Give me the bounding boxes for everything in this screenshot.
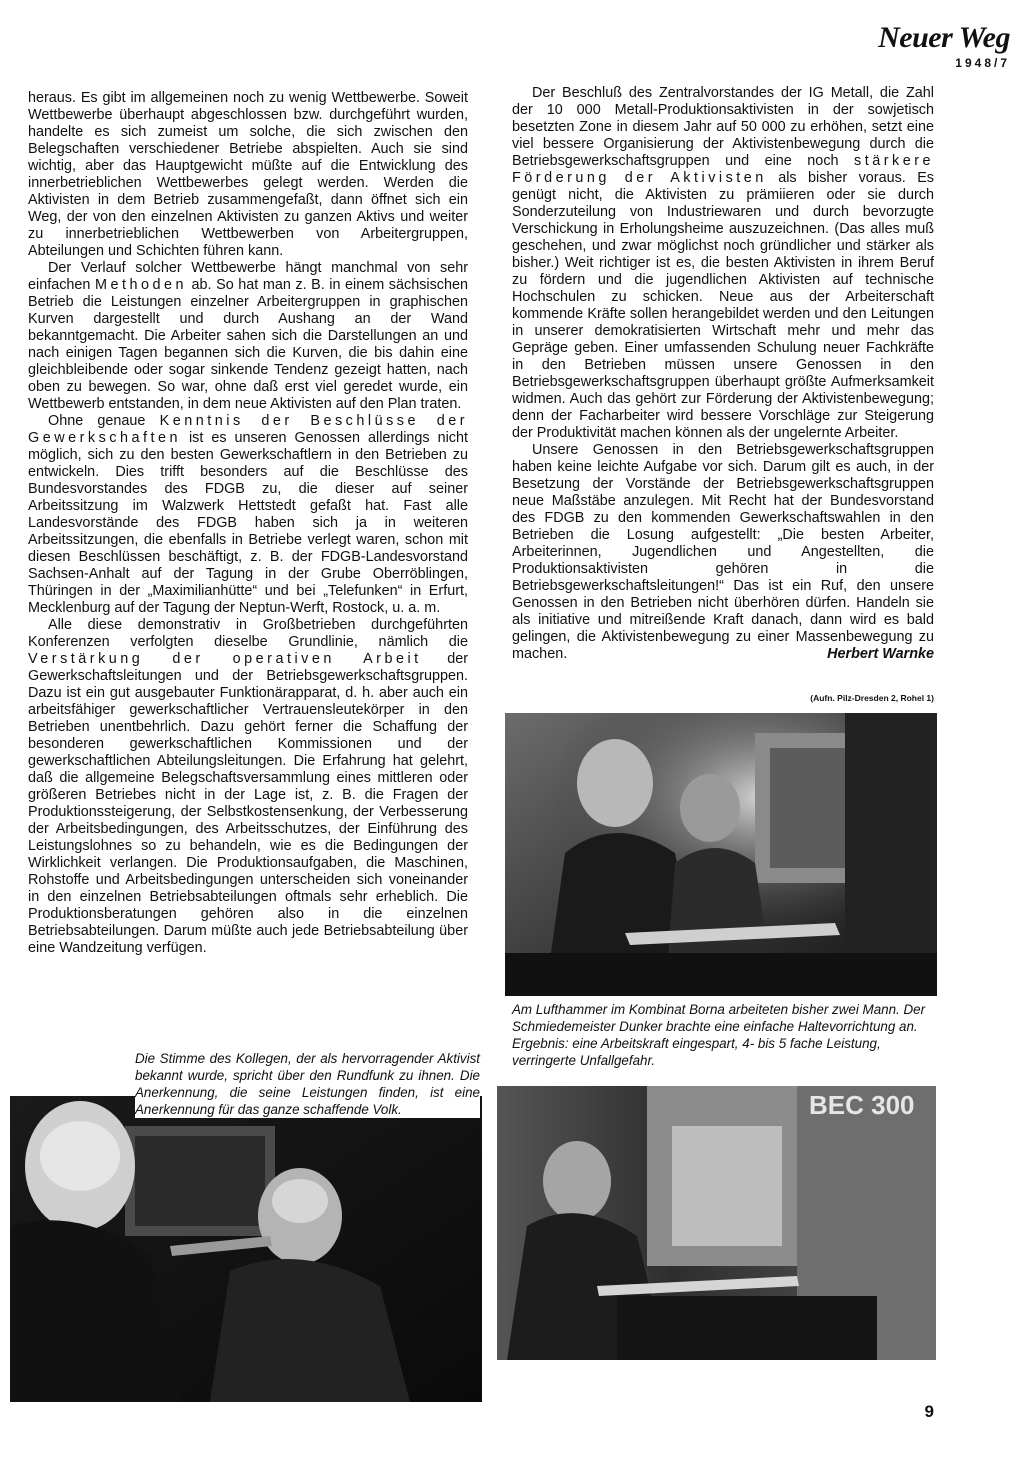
forging-photo-image (505, 713, 937, 996)
machine-marking: BEC 300 (809, 1090, 915, 1120)
radio-photo-caption: Die Stimme des Kollegen, der als hervorragender Aktivist bekannt wurde, spricht über den Rundfunk zu ihnen. Die Anerkennung, die seine Leistungen finden, ist eine Anerkennung für das ganze schaffende Volk. (135, 1051, 480, 1117)
article-paragraph: Unsere Genossen in den Betriebsgewerkschaftsgruppen haben keine leichte Aufgabe vor sich. Darum gilt es auch, in der Besetzung der Vorstände der Betriebsgewerkschaftsgruppen neue Maßstäbe anzulegen. Mit Recht hat der Bundesvorstand des FDGB zu den kommenden Gewerkschaftswahlen in den Betrieben die Losung aufgestellt: „Die besten Arbeiter, Arbeiterinnen, Jugendlichen und Angestellten, die Produktionsaktivisten gehören in die Betriebsgewerkschaftsleitungen!“ Das ist ein Ruf, den unsere Genossen in den Betrieben nicht überhören dürfen. Handeln sie als initiative und mitreißende Kraft danach, dann wird es bald gelingen, die Aktivistenbewegung zu einer Massenbewegung zu machen. (512, 442, 934, 662)
article-paragraph (28, 617, 468, 957)
right-article-column (512, 85, 934, 663)
paragraph-text: Der Verlauf solcher Wettbewerbe hängt manchmal von sehr einfachen (28, 260, 468, 293)
paragraph-text: ab. So hat man z. B. in einem sächsischen Betrieb die Leistungen einzelner Arbeitergruppen in graphischen Kurven dargestellt und durch Aushang an der Wand bekanntgemacht. Die Arbeiter sahen sich die Darstellungen an und nach einigen Tagen begannen sich die Kurven, die bis dahin eine gleichbleibende oder sogar sinkende Tendenz gezeigt hatten, nach oben zu bewegen. So war, ohne daß erst viel geredet wurde, ein Wettbewerb entstanden, in dem neue Aktivisten auf den Plan traten. (28, 277, 468, 412)
article-paragraph (28, 413, 468, 617)
paragraph-text: als bisher voraus. Es genügt nicht, die Aktivisten zu prämiieren oder sie durch Sonderzuteilung von Industriewaren und durch bevorzugte Verschickung in Erholungsheime auszuzeichnen. (Das alles muß geschehen, und zwar möglichst noch gründlicher und stärker als bisher.) Weit richtiger ist es, die besten Aktivisten in ihrem Beruf zu fördern und die jugendlichen Aktivisten auf technische Hochschulen zu schicken. Neue aus der Arbeiterschaft kommende Kräfte sollen herangebildet werden und den Leitungen in unserer demokratisierten Wirtschaft mehr und mehr das Gepräge geben. Einer umfassenden Schulung neuer Fachkräfte in den Betrieben müssen unsere Genossen in den Betriebsgewerkschaftsgruppen überhaupt größte Aufmerksamkeit widmen. Auch das gehört zur Förderung der Aktivistenbewegung; denn der Facharbeiter wird bessere Vorschläge zur Steigerung der Produktivität machen können als der ungelernte Arbeiter. (512, 170, 934, 441)
paragraph-text: der Gewerkschaftsleitungen und der Betriebsgewerkschaftsgruppen. Dazu ist ein gut ausgebauter Funktionärapparat, d. h. aber auch ein arbeitsfähiger gewerkschaftlicher Vertrauensleutekörper in den Betrieben unentbehrlich. Dazu gehört ferner die Schaffung der besonderen gewerkschaftlichen Kommissionen und der gewerkschaftlichen Abteilungsleitungen. Die Erfahrung hat gelehrt, daß die allgemeine Belegschaftsversammlung eines mittleren oder größeren Betriebes nicht in der Lage ist, z. B. die Fragen der Produktionssteigerung, der Selbstkostensenkung, der Verbesserung der Arbeitsbedingungen, des Arbeitsschutzes, der Einführung des Leistungslohnes so zu behandeln, wie es die Bedingungen der Wirklichkeit verlangen. Die Produktionsaufgaben, die Maschinen, Rohstoffe und Arbeitsbedingungen unterscheiden sich voneinander in den einzelnen Betriebsabteilungen oftmals sehr erheblich. Die Produktionsberatungen gehören also in die einzelnen Betriebsabteilungen. Darum müßte auch jede Betriebsabteilung über eine Wandzeitung verfügen. (28, 651, 468, 956)
magazine-title: Neuer Weg (878, 21, 1010, 54)
article-paragraph (28, 260, 468, 413)
masthead (870, 22, 1010, 70)
radio-photo-image (10, 1096, 482, 1402)
power-hammer-photo-image (497, 1086, 936, 1360)
forging-photo (505, 713, 937, 996)
issue-number: 1948/7 (955, 56, 1010, 70)
radio-photo (10, 1096, 482, 1402)
photo-credit: (Aufn. Pilz-Dresden 2, Rohel 1) (810, 693, 934, 703)
power-hammer-photo (497, 1086, 936, 1360)
paragraph-text: Der Beschluß des Zentralvorstandes der IG Metall, die Zahl der 10 000 Metall-Produktionsaktivisten in der sowjetisch besetzten Zone in diesem Jahr auf 50 000 zu erhöhen, setzt eine viel bessere Organisierung der Aktivistenbewegung durch die Betriebsgewerkschaftsgruppen und eine noch (512, 85, 934, 169)
paragraph-text: Alle diese demonstrativ in Großbetrieben durchgeführten Konferenzen verfolgten dieselbe Grundlinie, nämlich die (28, 617, 468, 650)
paragraph-text: Ohne genaue (48, 413, 160, 429)
forging-photo-caption: Am Lufthammer im Kombinat Borna arbeiteten bisher zwei Mann. Der Schmiedemeister Dunker brachte eine einfache Haltevorrichtung an. Ergebnis: eine Arbeitskraft eingespart, 4- bis 5 fache Leistung, verringerte Unfallgefahr. (512, 1002, 926, 1068)
left-article-column (28, 90, 468, 957)
paragraph-text: ist es unseren Genossen allerdings nicht möglich, sich zu den besten Gewerkschaftlern in den Betrieben zu entwickeln. Dies trifft besonders auf die Beschlüsse des Bundesvorstandes des FDGB zu, die dieser auf seiner Arbeitssitzung im Walzwerk Hettstedt gefaßt hat. Fast alle Landesvorstände des FDGB haben sich ja in weiteren Arbeitssitzungen, die ebenfalls in Betriebe verlegt waren, schon mit diesen Beschlüssen beschäftigt, z. B. der FDGB-Landesvorstand Sachsen-Anhalt auf der Tagung in der Grube Oberröblingen, Thüringen in der „Maximilianhütte“ und bei „Telefunken“ in Erfurt, Mecklenburg auf der Tagung der Neptun-Werft, Rostock, u. a. m. (28, 430, 468, 616)
article-paragraph: heraus. Es gibt im allgemeinen noch zu wenig Wettbewerbe. Soweit Wettbewerbe überhaupt abgeschlossen bzw. durchgeführt wurden, handelte es sich zumeist um solche, die sich zwischen den Belegschaften verschiedener Betriebe abspielten. Auch sie sind wichtig, aber das Hauptgewicht müßte auf die Entwicklung des innerbetrieblichen Wettbewerbes gelegt werden. Werden die Aktivisten in dem Betrieb zusammengefaßt, dann öffnet sich ein Weg, der von den einzelnen Aktivisten zu ganzen Aktivs und weiter zu innerbetrieblichen Wettbewerben von Arbeitergruppen, Abteilungen und Schichten führen kann. (28, 90, 468, 259)
article-paragraph (512, 85, 934, 442)
page-number: 9 (924, 1402, 934, 1421)
spaced-emphasis: Methoden (94, 277, 187, 293)
author-signature: Herbert Warnke (827, 646, 934, 662)
spaced-emphasis: stärkere Förderung der Aktivisten (512, 153, 934, 186)
spaced-emphasis: Kenntnis der Beschlüsse der Gewerkschaften (28, 413, 468, 446)
spaced-emphasis: Verstärkung der operativen Arbeit (28, 651, 422, 667)
